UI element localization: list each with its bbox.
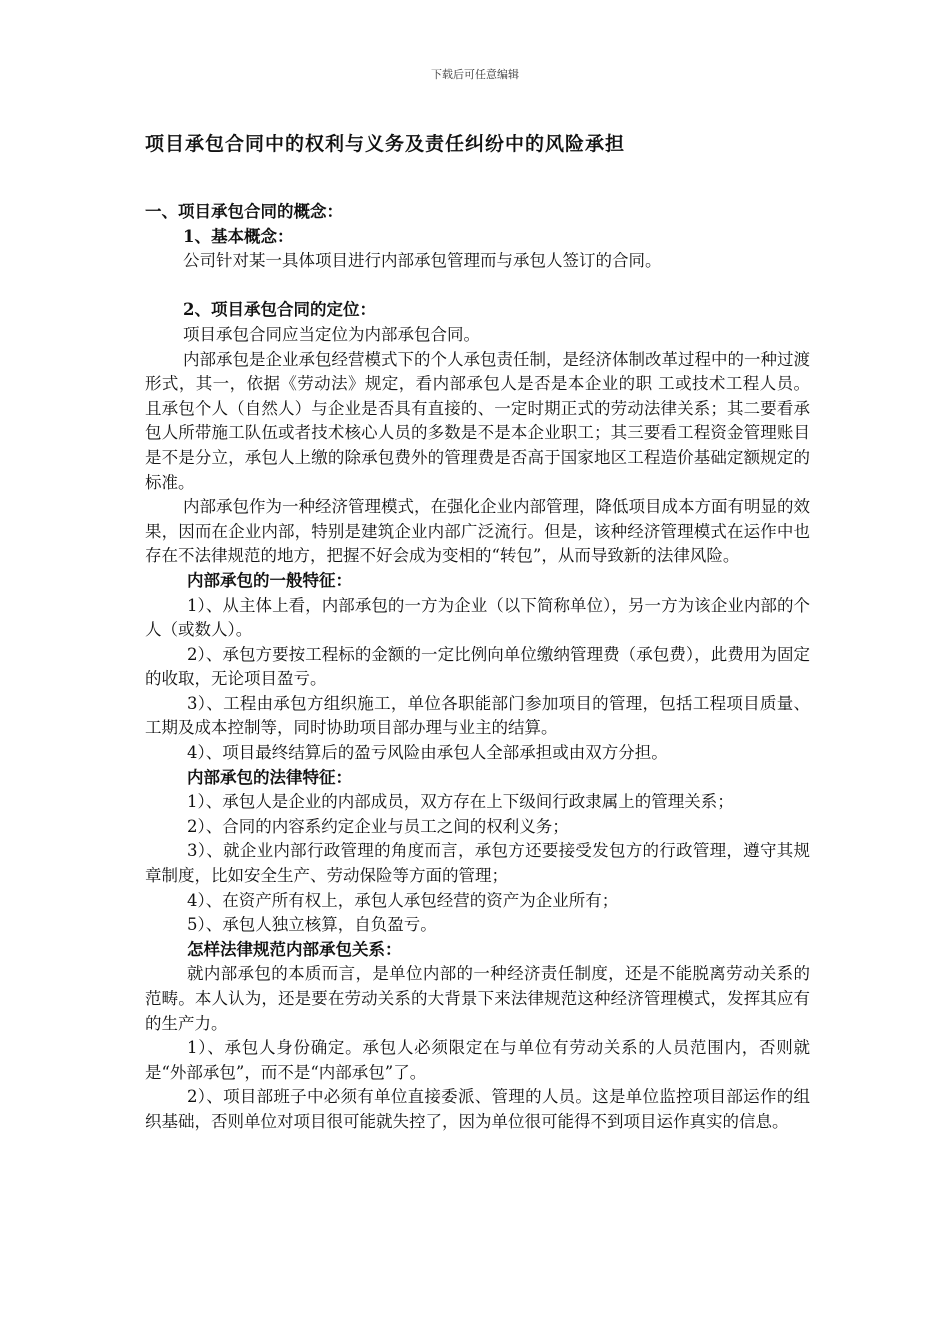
section-1-1-text: 公司针对某一具体项目进行内部承包管理而与承包人签订的合同。 (183, 251, 662, 271)
legal-features-heading: 内部承包的法律特征： (187, 767, 352, 787)
section-1-2-text: 项目承包合同应当定位为内部承包合同。 (183, 324, 480, 344)
general-item: 4）、项目最终结算后的盈亏风险由承包人全部承担或由双方分担。 (187, 743, 668, 763)
section-1-1-heading: 1、基本概念： (183, 226, 294, 246)
general-features-heading: 内部承包的一般特征： (187, 570, 352, 590)
document-body (145, 200, 810, 1135)
page-header: 下载后可任意编辑 (431, 68, 519, 81)
legal-item: 1）、承包人是企业的内部成员，双方存在上下级间行政隶属上的管理关系； (187, 792, 734, 812)
section-1-2-heading: 2、项目承包合同的定位： (183, 300, 376, 320)
legal-item: 4）、在资产所有权上，承包人承包经营的资产为企业所有； (187, 890, 619, 910)
general-item: 2）、承包方要按工程标的金额的一定比例向单位缴纳管理费（承包费），此费用为固定的收取，无论项目盈亏。 (145, 644, 810, 689)
norm-text: 就内部承包的本质而言，是单位内部的一种经济责任制度，还是不能脱离劳动关系的范畴。本人认为，还是要在劳动关系的大背景下来法律规范这种经济管理模式，发挥其应有的生产力。 (145, 964, 810, 1033)
legal-item: 5）、承包人独立核算，自负盈亏。 (187, 915, 437, 935)
norm-heading: 怎样法律规范内部承包关系： (187, 939, 402, 959)
section-1-heading: 一、项目承包合同的概念： (145, 202, 343, 221)
legal-item: 2）、合同的内容系约定企业与员工之间的权利义务； (187, 816, 569, 836)
norm-item: 2）、项目部班子中必须有单位直接委派、管理的人员。这是单位监控项目部运作的组织基础，否则单位对项目很可能就失控了，因为单位很可能得不到项目运作真实的信息。 (145, 1087, 810, 1131)
document-title: 项目承包合同中的权利与义务及责任纠纷中的风险承担 (145, 133, 626, 155)
norm-item: 1）、承包人身份确定。承包人必须限定在与单位有劳动关系的人员范围内，否则就是“外部承包”，而不是“内部承包”了。 (145, 1038, 810, 1082)
paragraph-1: 内部承包是企业承包经营模式下的个人承包责任制，是经济体制改革过程中的一种过渡形式，其一，依据《劳动法》规定，看内部承包人是否是本企业的职 工或技术工程人员。且承包个人（自然人）与企业是否具有直接的、一定时期正式的劳动法律关系；其二要看承包人所带施工队伍或者技术核心人员的多数是不是本企业职工；其三要看工程资金管理账目是不是分立，承包人上缴的除承包费外的管理费是否高于国家地区工程造价基础定额规定的标准。 (145, 349, 810, 492)
general-item: 3）、工程由承包方组织施工，单位各职能部门参加项目的管理，包括工程项目质量、工期及成本控制等，同时协助项目部办理与业主的结算。 (145, 693, 810, 738)
paragraph-2: 内部承包作为一种经济管理模式，在强化企业内部管理，降低项目成本方面有明显的效果，因而在企业内部，特别是建筑企业内部广泛流行。但是，该种经济管理模式在运作中也存在不法律规范的地方，把握不好会成为变相的“转包”，从而导致新的法律风险。 (145, 497, 810, 566)
legal-item: 3）、就企业内部行政管理的角度而言，承包方还要接受发包方的行政管理，遵守其规章制度，比如安全生产、劳动保险等方面的管理； (145, 841, 810, 886)
general-item: 1）、从主体上看，内部承包的一方为企业（以下简称单位），另一方为该企业内部的个人（或数人）。 (145, 595, 810, 640)
